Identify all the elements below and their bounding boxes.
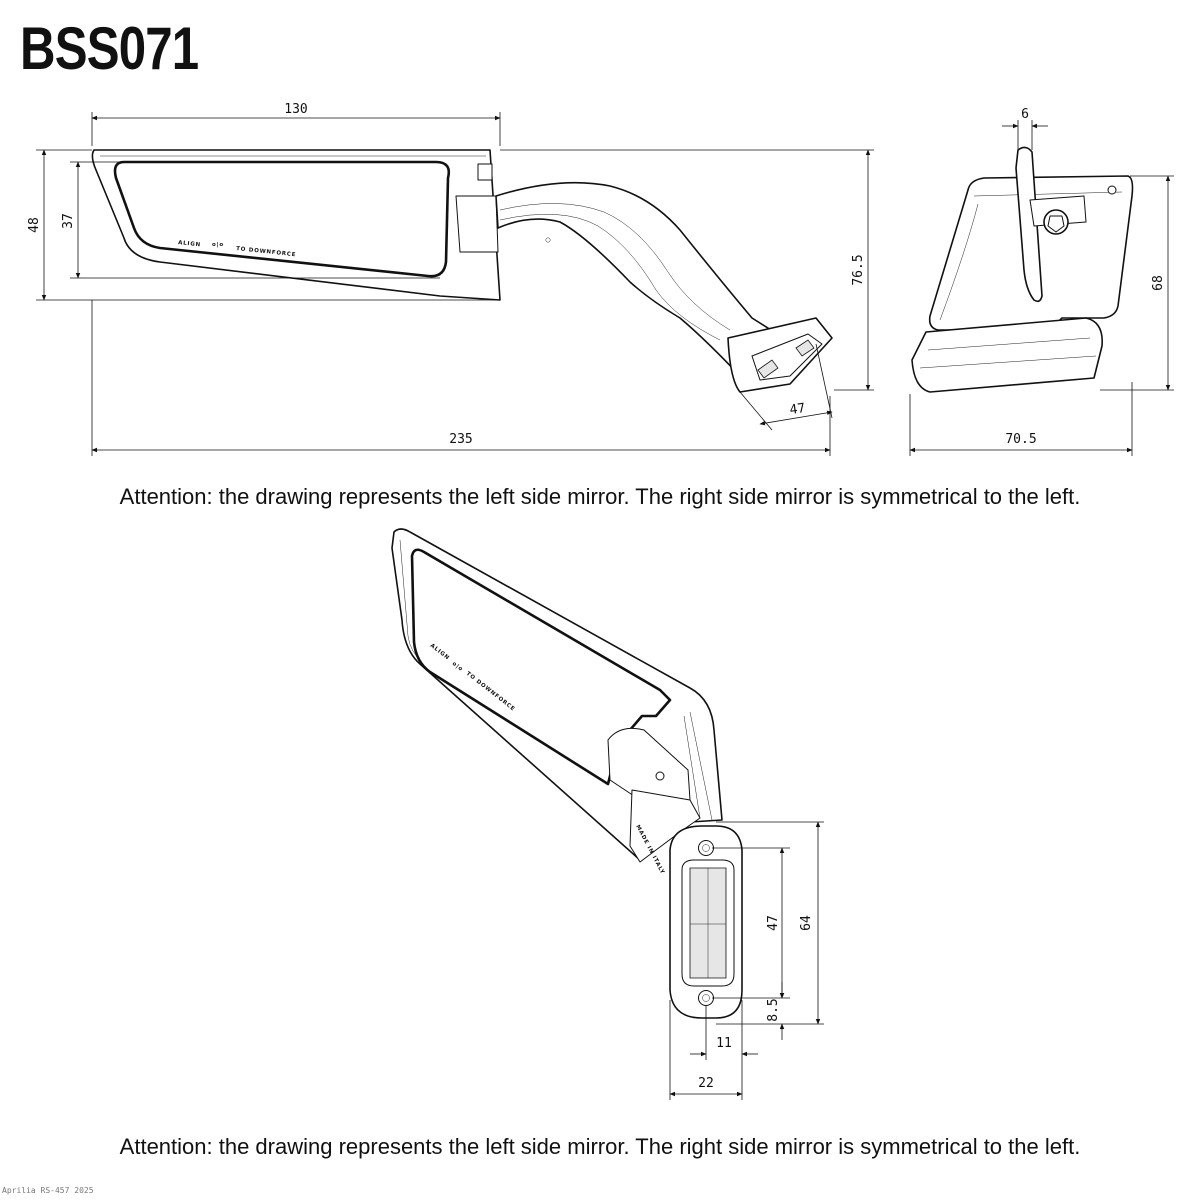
dim-68: 68 [1151, 275, 1166, 291]
glass-symbol: o|o [212, 242, 224, 248]
dim-37: 37 [61, 213, 76, 229]
dim-70-5: 70.5 [1005, 432, 1037, 447]
dim-130: 130 [284, 102, 308, 117]
product-code-title: BSS071 [20, 15, 199, 82]
side-view-drawing [92, 150, 832, 392]
top-glass-text-align: ALIGN [428, 642, 451, 662]
attention-note-top: Attention: the drawing represents the left side mirror. The right side mirror is symmetrical to the left. [119, 484, 1081, 509]
top-glass-symbol: o|o [450, 660, 464, 673]
dim-47-base: 47 [788, 401, 807, 419]
dim-11: 11 [716, 1036, 732, 1051]
dim-8-5: 8.5 [766, 998, 781, 1022]
dim-48: 48 [27, 217, 42, 233]
made-in-italy-text: MADE IN ITALY [634, 824, 666, 876]
dim-64: 64 [799, 915, 814, 931]
front-view-drawing [912, 147, 1133, 392]
attention-note-bottom: Attention: the drawing represents the left side mirror. The right side mirror is symmetrical to the left. [119, 1134, 1081, 1159]
glass-text-downforce: TO DOWNFORCE [235, 246, 297, 259]
glass-text-align: ALIGN [177, 240, 202, 249]
top-view-drawing [392, 529, 742, 1018]
footer-caption: Aprilia RS-457 2025 [2, 1186, 94, 1195]
dim-76-5: 76.5 [851, 254, 866, 286]
dim-22: 22 [698, 1076, 714, 1091]
top-glass-text-downforce: TO DOWNFORCE [464, 670, 517, 713]
dim-235: 235 [449, 432, 473, 447]
dim-6: 6 [1021, 107, 1029, 122]
dim-47-holes: 47 [766, 915, 781, 931]
